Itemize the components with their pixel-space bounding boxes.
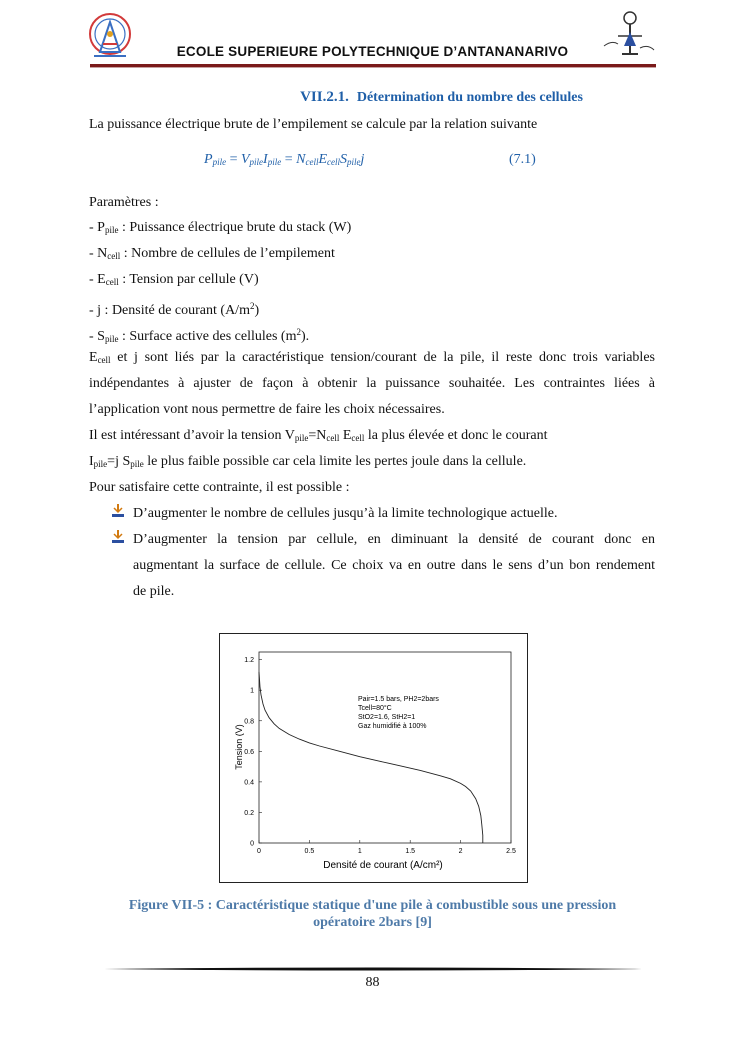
- param-item: - $N_{cell}$ : Nombre de cellules de l’empilement: [89, 246, 335, 261]
- engineering-logo-icon: [600, 6, 656, 64]
- chart-annotation: Gaz humidifié à 100%: [358, 723, 427, 730]
- y-tick-label: 1.2: [244, 657, 254, 665]
- section-number: VII.2.1.: [300, 89, 349, 105]
- paragraph-line: l’application vont nous permettre de faire les choix nécessaires.: [89, 402, 445, 417]
- page-number: 88: [365, 975, 380, 990]
- param-item: - j : Densité de courant $(A/m^2)$: [89, 301, 260, 318]
- bullet-item: D’augmenter le nombre de cellules jusqu’à la limite technologique actuelle.: [133, 506, 558, 521]
- param-item: - $P_{pile}$ : Puissance électrique brute du stack (W): [89, 220, 352, 235]
- x-tick-label: 1.5: [405, 848, 416, 855]
- y-tick-label: 0.8: [244, 718, 254, 726]
- x-tick-label: 1: [357, 848, 362, 855]
- paragraph-line: Pour satisfaire cette contrainte, il est possible :: [89, 480, 350, 495]
- param-item: - $S_{pile}$ : Surface active des cellules $(m^2)$.: [89, 327, 310, 344]
- chart-annotation: StO2=1.6, StH2=1: [358, 714, 416, 721]
- figure-frame: [219, 633, 528, 883]
- arrow-bullet-icon: [112, 504, 124, 517]
- header-rule-light: [90, 67, 656, 68]
- x-axis-label: Densité de courant (A/cm²): [323, 860, 443, 871]
- paragraph-line: Il est intéressant d’avoir la tension $V_{pile}=N_{cell}$ $E_{cell}$ la plus élevée et donc le courant: [89, 428, 548, 443]
- footer-rule: [104, 967, 642, 971]
- x-tick-label: 2.5: [506, 848, 516, 855]
- x-tick-label: 0.5: [304, 848, 315, 855]
- arrow-bullet-icon: [112, 530, 124, 543]
- paragraph-line: $E_{cell}$ et j sont liés par la caractéristique tension/courant de la pile, il reste donc trois variables: [89, 350, 655, 365]
- y-tick-label: 0.6: [244, 748, 254, 756]
- x-tick-label: 2: [458, 848, 463, 855]
- y-tick-label: 0.2: [244, 809, 254, 817]
- plot-area: [259, 652, 511, 843]
- section-heading: [0, 89, 745, 106]
- chart-annotation: Pair=1.5 bars, PH2=2bars: [358, 696, 439, 703]
- intro-text: La puissance électrique brute de l’empilement se calcule par la relation suivante: [89, 117, 538, 132]
- header-title: ECOLE SUPERIEURE POLYTECHNIQUE D’ANTANANARIVO: [176, 44, 569, 59]
- equation-number: (7.1): [509, 152, 536, 167]
- section-title: Détermination du nombre des cellules: [356, 90, 583, 105]
- y-axis-label: Tension (V): [234, 724, 244, 770]
- paragraph-line: $I_{pile}=j$ $S_{pile}$ le plus faible possible car cela limite les pertes joule dans la cellule.: [89, 454, 527, 469]
- bullet-item-continued: de pile.: [133, 584, 175, 599]
- param-item: - $E_{cell}$ : Tension par cellule (V): [89, 272, 259, 287]
- params-heading: Paramètres :: [89, 195, 159, 210]
- x-tick-label: 0: [257, 848, 261, 855]
- chart-annotation: Tcell=80°C: [358, 705, 392, 712]
- y-tick-label: 0.4: [244, 779, 254, 787]
- bullet-item: D’augmenter la tension par cellule, en diminuant la densité de courant donc en: [133, 532, 655, 547]
- figure-caption: Figure VII-5 : Caractéristique statique d'une pile à combustible sous une pression opératoire 2bars [9]: [128, 898, 617, 930]
- y-tick-label: 0: [250, 840, 254, 848]
- y-tick-label: 1: [250, 687, 254, 695]
- bullet-item-continued: augmentant la surface de cellule. Ce choix va en outre dans le sens d’un bon rendement: [133, 558, 655, 573]
- equation: $P_{pile} = V_{pile}I_{pile} = N_{cell}E_{cell}S_{pile}j$: [204, 152, 365, 167]
- chart: [220, 634, 527, 882]
- paragraph-line: indépendantes à ajuster de façon à obtenir la puissance souhaitée. Les contraintes liées à: [89, 376, 655, 391]
